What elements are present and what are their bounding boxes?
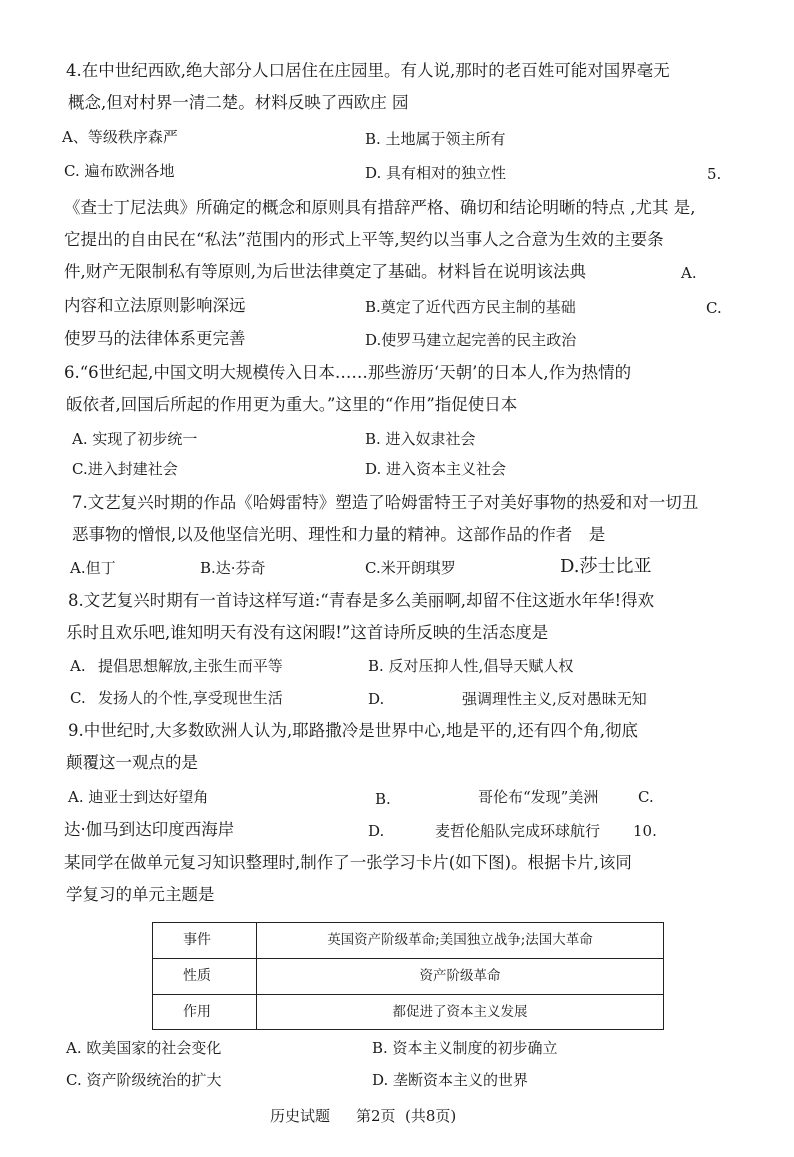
- q5-number: 5.: [707, 165, 722, 183]
- q8-option-a-text: 提倡思想解放,主张生而平等: [98, 657, 283, 675]
- study-card-table: [152, 922, 664, 1030]
- q4-option-c: C. 遍布欧洲各地: [64, 162, 175, 180]
- q7-option-c: C.米开朗琪罗: [365, 559, 456, 577]
- q10-option-d: D. 垄断资本主义的世界: [372, 1071, 529, 1089]
- q10-option-c: C. 资产阶级统治的扩大: [66, 1071, 222, 1089]
- q6-stem-line2: 皈依者,回国后所起的作用更为重大。”这里的“作用”指促使日本: [66, 395, 518, 414]
- q5-option-b: B.奠定了近代西方民主制的基础: [365, 298, 576, 316]
- q10-stem-line2: 学复习的单元主题是: [66, 885, 215, 904]
- q5-option-a-letter: A.: [681, 264, 697, 282]
- table-row: [153, 995, 663, 1030]
- q5-stem-line2: 它提出的自由民在“私法”范围内的形式上平等,契约以当事人之合意为生效的主要条: [64, 230, 664, 249]
- q7-option-a: A.但丁: [70, 559, 116, 577]
- q9-option-a: A. 迪亚士到达好望角: [68, 788, 209, 806]
- q10-number: 10.: [633, 822, 657, 840]
- table-row-label: 性质: [153, 959, 257, 994]
- q7-option-d: D.莎士比亚: [560, 556, 652, 577]
- q6-option-b: B. 进入奴隶社会: [365, 430, 476, 448]
- q5-option-d: D.使罗马建立起完善的民主政治: [365, 331, 577, 349]
- table-row-value: 资产阶级革命: [419, 968, 501, 984]
- q9-stem-line1: 9.中世纪时,大多数欧洲人认为,耶路撒冷是世界中心,地是平的,还有四个角,彻底: [68, 721, 638, 740]
- table-row-label: 作用: [153, 995, 257, 1030]
- table-row-value: 英国资产阶级革命;美国独立战争;法国大革命: [327, 932, 593, 948]
- footer-total: (共8页): [405, 1107, 457, 1125]
- q5-stem-line3: 件,财产无限制私有等原则,为后世法律奠定了基础。材料旨在说明该法典: [64, 262, 586, 281]
- q4-option-a: A、等级秩序森严: [62, 128, 178, 146]
- q5-option-c-letter: C.: [706, 299, 722, 317]
- q5-stem-line1: 《查士丁尼法典》所确定的概念和原则具有措辞严格、确切和结论明晰的特点 ,尤其 是,: [64, 198, 696, 217]
- q9-option-c-text: 达·伽马到达印度西海岸: [64, 820, 235, 839]
- footer-subject: 历史试题: [270, 1107, 331, 1125]
- q4-option-b: B. 土地属于领主所有: [365, 130, 506, 148]
- q9-stem-line2: 颠覆这一观点的是: [66, 753, 198, 772]
- q6-option-c: C.进入封建社会: [72, 460, 178, 478]
- q10-stem-line1: 某同学在做单元复习知识整理时,制作了一张学习卡片(如下图)。根据卡片,该同: [64, 853, 632, 872]
- q9-option-d-text: 麦哲伦船队完成环球航行: [435, 822, 601, 840]
- table-row: [153, 923, 663, 959]
- table-row-label: 事件: [153, 923, 257, 958]
- q7-option-b: B.达·芬奇: [200, 559, 266, 577]
- q9-option-c-letter: C.: [638, 788, 654, 806]
- q9-option-d-letter: D.: [368, 822, 385, 840]
- q6-option-a: A. 实现了初步统一: [72, 430, 198, 448]
- q6-stem-line1: 6.“6世纪起,中国文明大规模传入日本……那些游历‘天朝’的日本人,作为热情的: [64, 363, 632, 382]
- q8-stem-line1: 8.文艺复兴时期有一首诗这样写道:“青春是多么美丽啊,却留不住这逝水年华!得欢: [68, 591, 655, 610]
- q9-option-b-letter: B.: [375, 790, 391, 808]
- q4-option-d: D. 具有相对的独立性: [365, 164, 507, 182]
- q8-option-d-letter: D.: [368, 690, 385, 708]
- q8-option-a-letter: A.: [70, 657, 86, 675]
- q4-stem-line2: 概念,但对村界一清二楚。材料反映了西欧庄 园: [68, 93, 409, 112]
- q8-option-d-text: 强调理性主义,反对愚昧无知: [462, 690, 647, 708]
- q8-option-c-letter: C.: [70, 689, 86, 707]
- table-row-value: 都促进了资本主义发展: [392, 1004, 528, 1020]
- q5-option-a-text: 内容和立法原则影响深远: [64, 296, 246, 315]
- table-row: [153, 959, 663, 995]
- q10-option-b: B. 资本主义制度的初步确立: [372, 1039, 558, 1057]
- q8-option-c-text: 发扬人的个性,享受现世生活: [98, 689, 283, 707]
- q6-option-d: D. 进入资本主义社会: [365, 460, 507, 478]
- footer-page: 第2页: [356, 1107, 396, 1125]
- q8-option-b: B. 反对压抑人性,倡导天赋人权: [368, 657, 574, 675]
- q7-stem-line2: 恶事物的憎恨,以及他坚信光明、理性和力量的精神。这部作品的作者 是: [72, 525, 606, 544]
- q5-option-c-text: 使罗马的法律体系更完善: [64, 329, 246, 348]
- q7-stem-line1: 7.文艺复兴时期的作品《哈姆雷特》塑造了哈姆雷特王子对美好事物的热爱和对一切丑: [72, 493, 699, 512]
- q10-option-a: A. 欧美国家的社会变化: [66, 1039, 222, 1057]
- q4-stem-line1: 4.在中世纪西欧,绝大部分人口居住在庄园里。有人说,那时的老百姓可能对国界毫无: [66, 61, 670, 80]
- q8-stem-line2: 乐时且欢乐吧,谁知明天有没有这闲暇!”这首诗所反映的生活态度是: [66, 623, 549, 642]
- q9-option-b-text: 哥伦布“发现”美洲: [478, 788, 599, 806]
